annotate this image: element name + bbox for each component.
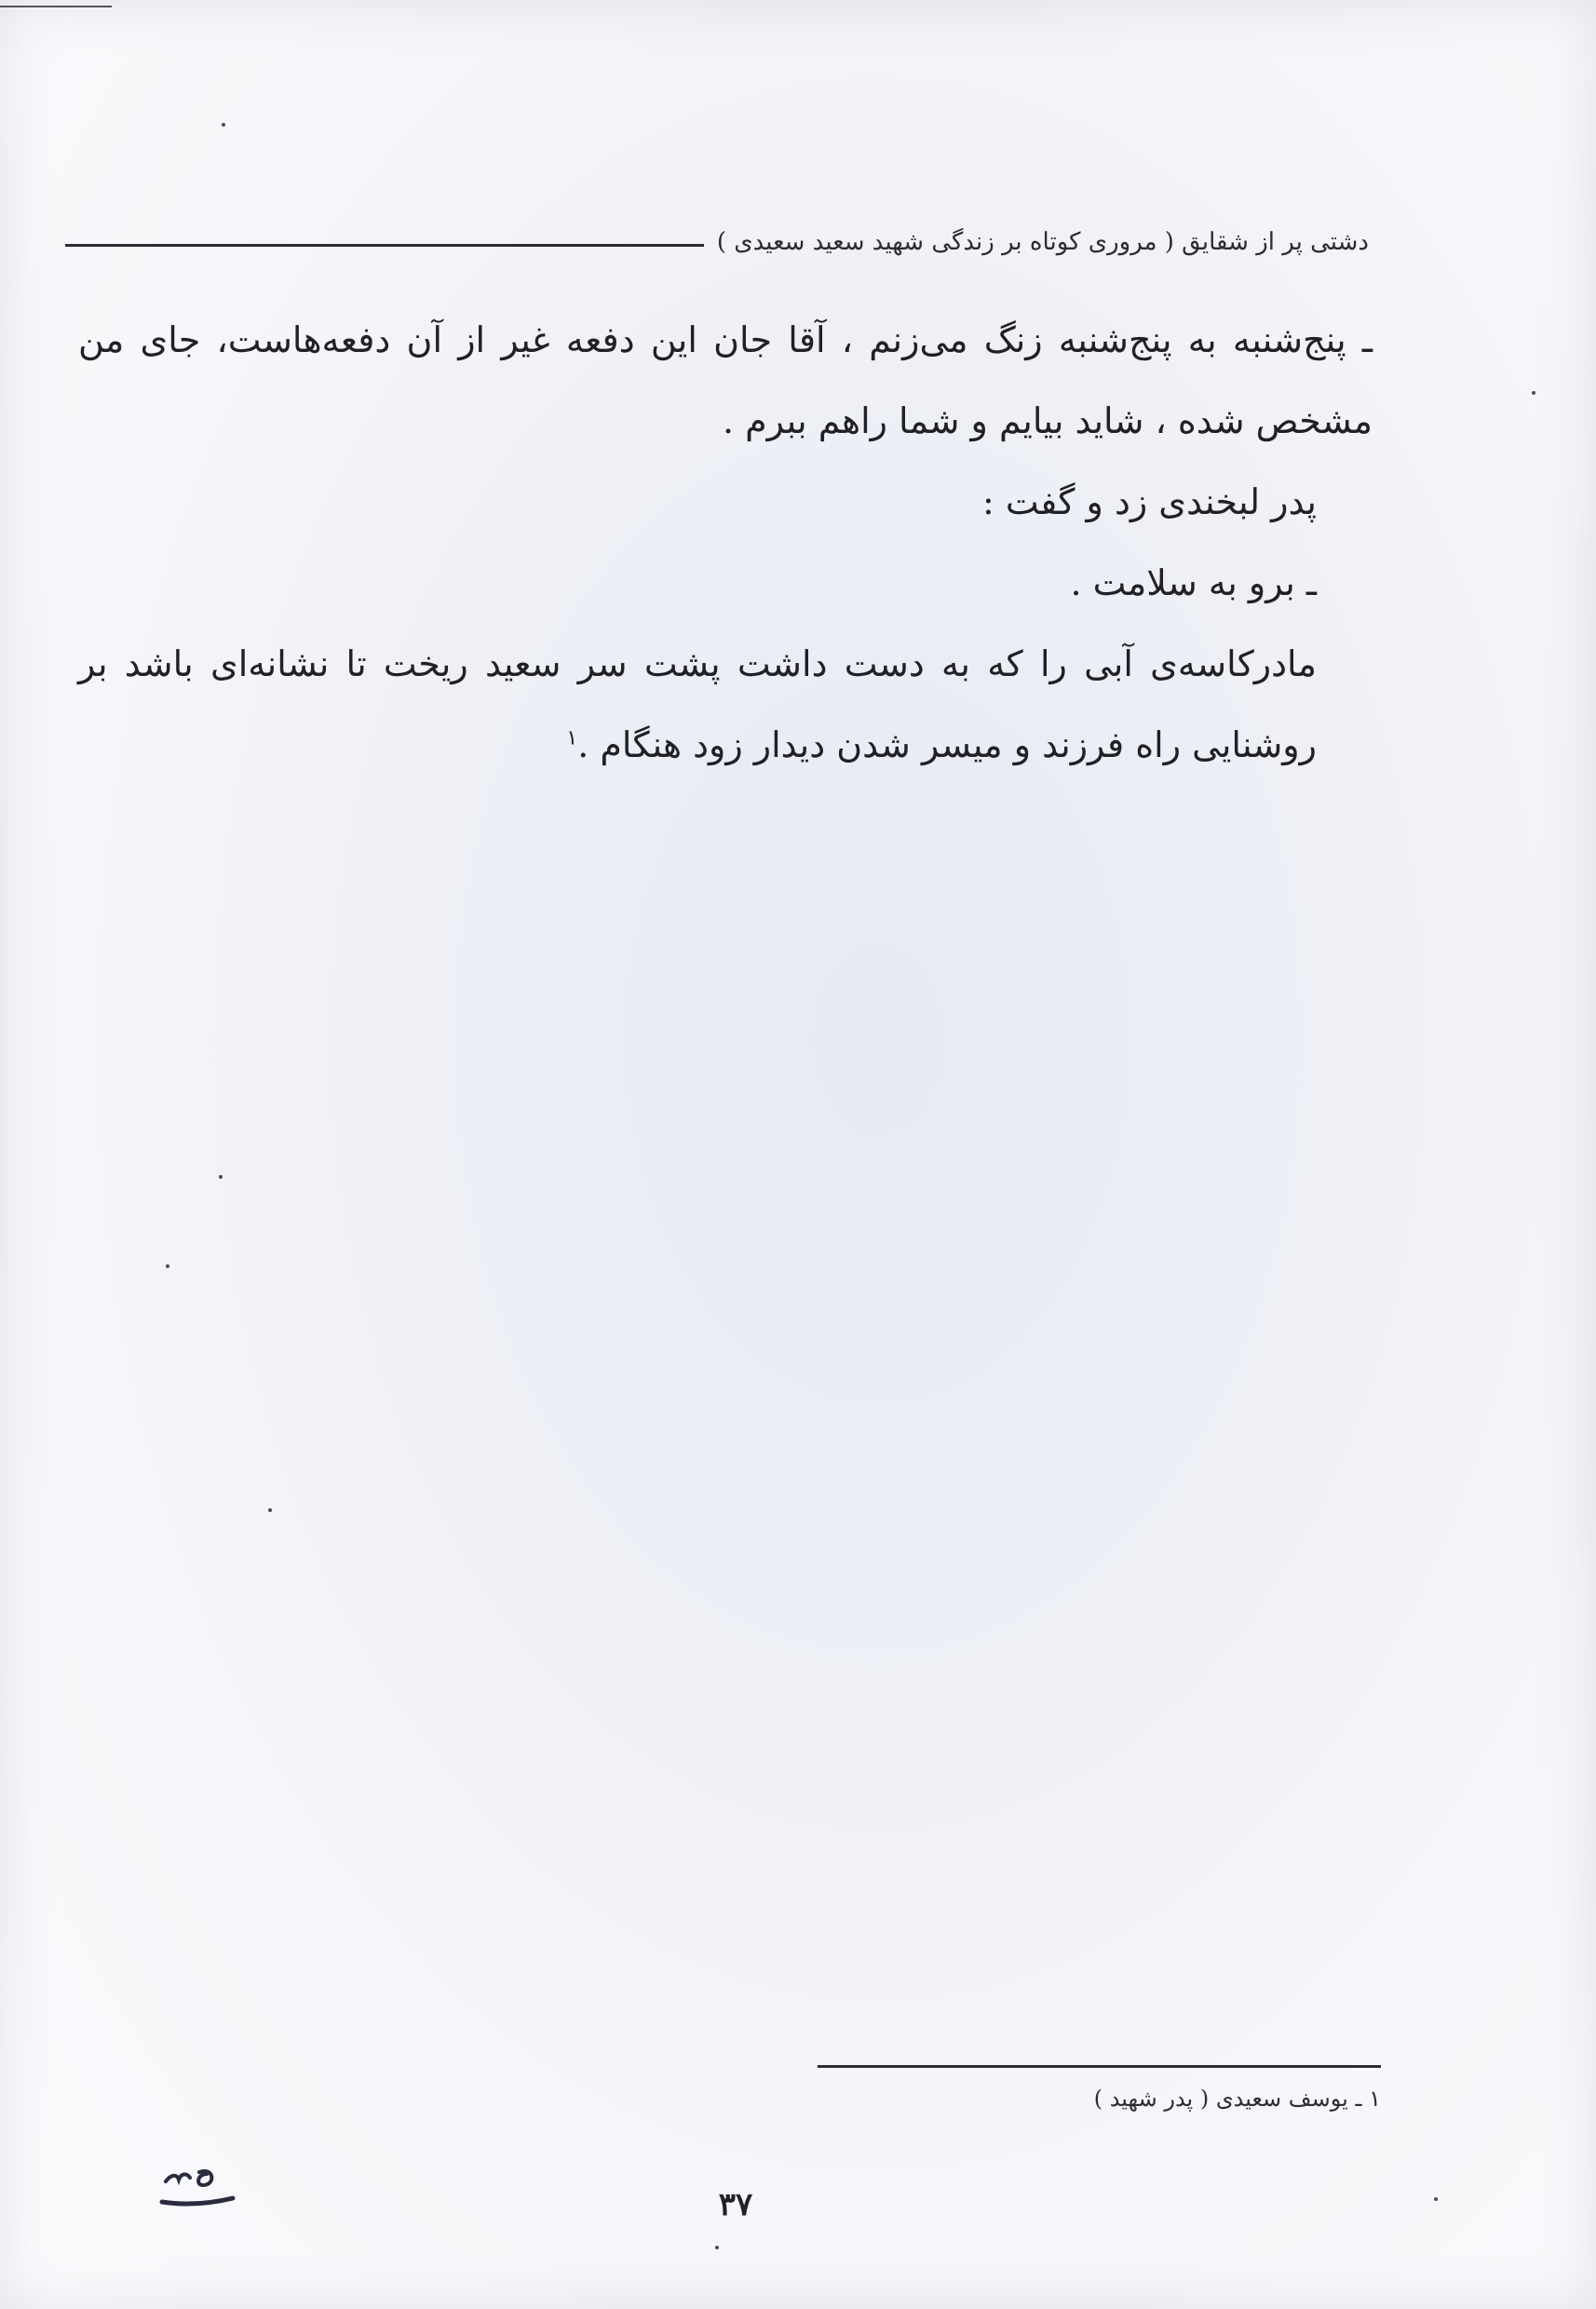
paragraph-dialogue-2 xyxy=(78,543,1373,624)
scan-speck xyxy=(222,123,225,127)
paragraph-text: پدر لبخندی زد و گفت : xyxy=(981,481,1317,522)
paragraph-dialogue-1 xyxy=(78,300,1373,462)
paragraph-text: مادرکاسه‌ی آبی را که به دست داشت پشت سر سعید ریخت تا نشانه‌ای باشد بر روشنایی راه فرزند و میسر شدن دیدار زود هنگام . xyxy=(78,643,1317,765)
scan-speck xyxy=(166,1264,169,1268)
scan-speck xyxy=(1532,391,1535,395)
body-text xyxy=(78,300,1373,786)
scan-speck xyxy=(219,1175,223,1179)
running-header-rule xyxy=(65,244,704,247)
paragraph-text: ـ برو به سلامت . xyxy=(1070,562,1317,603)
page-number: ۳۷ xyxy=(718,2186,753,2223)
scan-speck xyxy=(715,2246,719,2249)
running-header-title: دشتی پر از شقایق ( مروری کوتاه بر زندگی شهید سعید سعیدی ) xyxy=(716,228,1369,256)
handwritten-page-annotation xyxy=(158,2146,242,2221)
scan-speck xyxy=(268,1508,272,1512)
footnote: ۱ ـ یوسف سعیدی ( پدر شهید ) xyxy=(1093,2086,1381,2112)
footnote-marker: ۱ xyxy=(566,726,578,750)
paragraph-narration-2 xyxy=(78,624,1373,786)
scan-speck xyxy=(1434,2197,1438,2201)
running-header xyxy=(65,223,1369,261)
paragraph-text: ـ پنج‌شنبه به پنج‌شنبه زنگ می‌زنم ، آقا جان این دفعه غیر از آن دفعه‌هاست، جای من مشخص شده ، شاید بیایم و شما راهم ببرم . xyxy=(78,319,1373,441)
paragraph-narration-1 xyxy=(78,462,1373,543)
top-edge-rule xyxy=(0,6,112,7)
footnote-rule xyxy=(818,2065,1381,2068)
